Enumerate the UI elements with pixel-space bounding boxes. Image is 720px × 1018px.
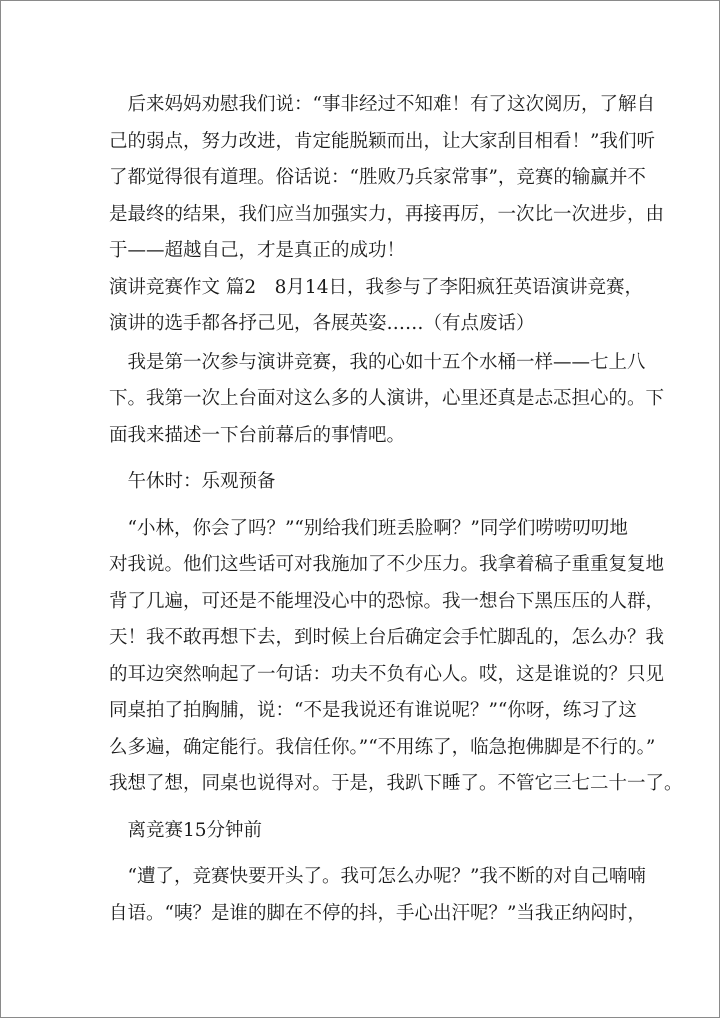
- paragraph-first-contest: [109, 345, 665, 455]
- text-line: 么多遍，确定能行。我信任你。”“不用练了，临急抱佛脚是不行的。”: [109, 736, 656, 758]
- text-line: 己的弱点，努力改进，肯定能脱颖而出，让大家刮目相看！”我们听: [109, 130, 655, 152]
- paragraph-classmates: [109, 511, 683, 803]
- text-line: 下。我第一次上台面对这么多的人演讲，心里还真是忐忑担心的。下: [109, 388, 665, 409]
- paragraph-nervous: [109, 859, 646, 932]
- text-line: 我是第一次参与演讲竞赛，我的心如十五个水桶一样——七上八: [109, 351, 646, 373]
- text-line: 的耳边突然响起了一句话：功夫不负有心人。哎，这是谁说的？只见: [109, 663, 665, 685]
- text-line: 后来妈妈劝慰我们说：“事非经过不知难！有了这次阅历，了解自: [109, 94, 655, 115]
- spacer: [109, 454, 619, 464]
- text-line: 自语。“咦？是谁的脚在不停的抖，手心出汗呢？”当我正纳闷时，: [109, 902, 646, 924]
- spacer: [109, 849, 619, 859]
- text-line: 面我来描述一下台前幕后的事情吧。: [109, 424, 406, 446]
- document-body: [109, 87, 683, 932]
- essay-heading: [109, 270, 643, 343]
- text-line: 是最终的结果，我们应当加强实力，再接再厉，一次比一次进步，由: [109, 203, 665, 225]
- paragraph-consolation: [109, 87, 665, 270]
- text-line: 天！我不敢再想下去，到时候上台后确定会手忙脚乱的，怎么办？我: [109, 627, 665, 648]
- text-line: 我想了想，同桌也说得对。于是，我趴下睡了。不管它三七二十一了。: [109, 773, 683, 794]
- text-line: 了都觉得很有道理。俗话说：“胜败乃兵家常事”，竞赛的输赢并不: [109, 167, 646, 188]
- text-line: 同桌拍了拍胸脯，说：“不是我说还有谁说呢？”“你呀，练习了这: [109, 700, 637, 721]
- subheading-noon-break: [109, 464, 619, 501]
- spacer: [109, 803, 619, 813]
- text-line: 背了几遍，可还是不能埋没心中的恐惊。我一想台下黑压压的人群，: [109, 590, 665, 612]
- text-line: “遭了，竞赛快要开头了。我可怎么办呢？”我不断的对自己喃喃: [109, 866, 646, 887]
- text-line: 演讲竞赛作文 篇2 8月14日，我参与了李阳疯狂英语演讲竞赛，: [109, 276, 643, 298]
- spacer: [109, 501, 619, 511]
- text-line: 午休时：乐观预备: [109, 471, 276, 492]
- text-line: 对我说。他们这些话可对我施加了不少压力。我拿着稿子重重复复地: [109, 554, 665, 575]
- text-line: 演讲的选手都各抒己见，各展英姿……（有点废话）: [109, 313, 535, 334]
- text-line: 离竞赛15分钟前: [109, 819, 263, 841]
- subheading-fifteen-minutes: [109, 813, 619, 850]
- text-line: “小林，你会了吗？”“别给我们班丢脸啊？”同学们唠唠叨叨地: [109, 517, 628, 539]
- text-line: 于——超越自己，才是真正的成功！: [109, 240, 406, 261]
